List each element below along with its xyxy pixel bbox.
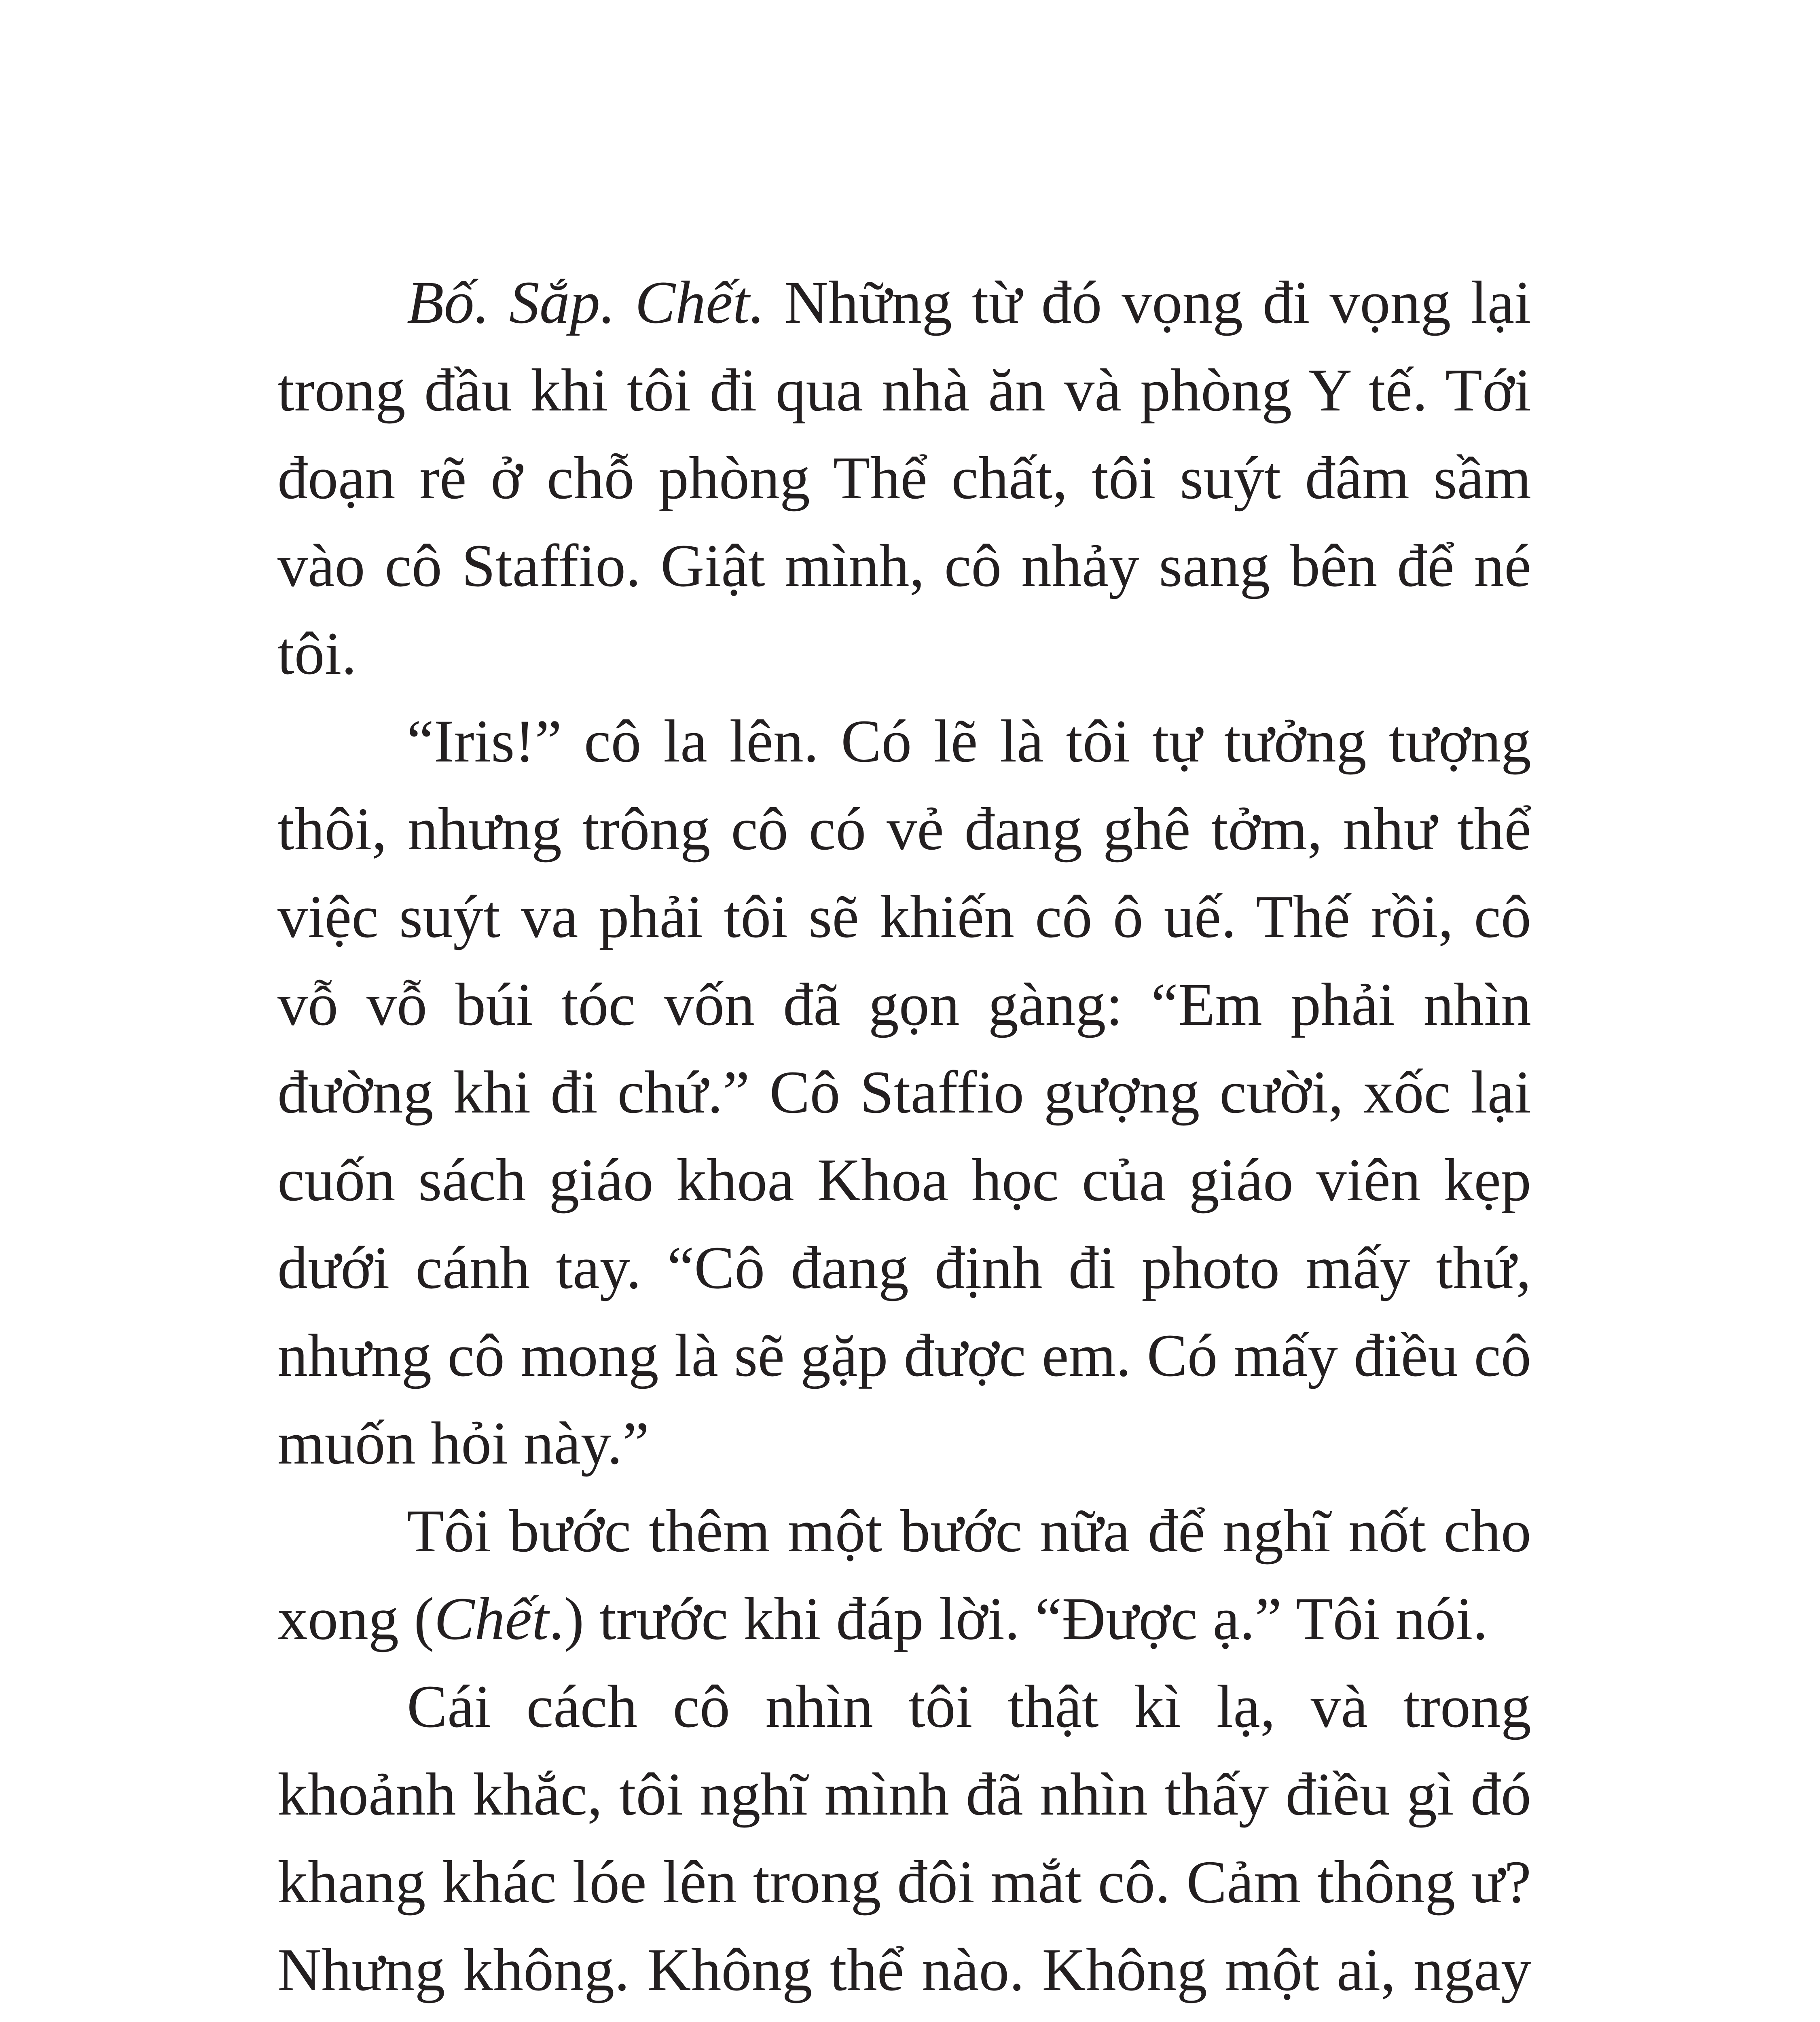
paragraph-3-before: Tôi bước thêm một bước nữa để nghĩ nốt cho xong ( <box>277 1497 1531 1652</box>
paragraph-1-text: Những từ đó vọng đi vọng lại trong đầu khi tôi đi qua nhà ăn và phòng Y tế. Tới đoạn rẽ ở chỗ phòng Thể chất, tôi suýt đâm sầm vào cô Staffio. Giật mình, cô nhảy sang bên để né tôi. <box>277 269 1531 687</box>
paragraph-1 <box>277 259 1531 698</box>
italic-lead: Bố. Sắp. Chết. <box>407 269 765 336</box>
paragraph-2: “Iris!” cô la lên. Có lẽ là tôi tự tưởng tượng thôi, nhưng trông cô có vẻ đang ghê tởm, như thể việc suýt va phải tôi sẽ khiến cô ô uế. Thế rồi, cô vỗ vỗ búi tóc vốn đã gọn gàng: “Em phải nhìn đường khi đi chứ.” Cô Staffio gượng cười, xốc lại cuốn sách giáo khoa Khoa học của giáo viên kẹp dưới cánh tay. “Cô đang định đi photo mấy thứ, nhưng cô mong là sẽ gặp được em. Có mấy điều cô muốn hỏi này.” <box>277 708 1531 1477</box>
paragraph-3 <box>277 1487 1531 1663</box>
body-text <box>277 259 1531 2022</box>
paragraph-3-after: .) trước khi đáp lời. “Được ạ.” Tôi nói. <box>548 1585 1488 1652</box>
paragraph-4: Cái cách cô nhìn tôi thật kì lạ, và trong khoảnh khắc, tôi nghĩ mình đã nhìn thấy điều gì đó khang khác lóe lên trong đôi mắt cô. Cảm thông ư? Nhưng không. Không thể nào. Không một ai, ngay <box>277 1673 1531 2003</box>
paragraph-3-italic: Chết <box>434 1585 549 1652</box>
